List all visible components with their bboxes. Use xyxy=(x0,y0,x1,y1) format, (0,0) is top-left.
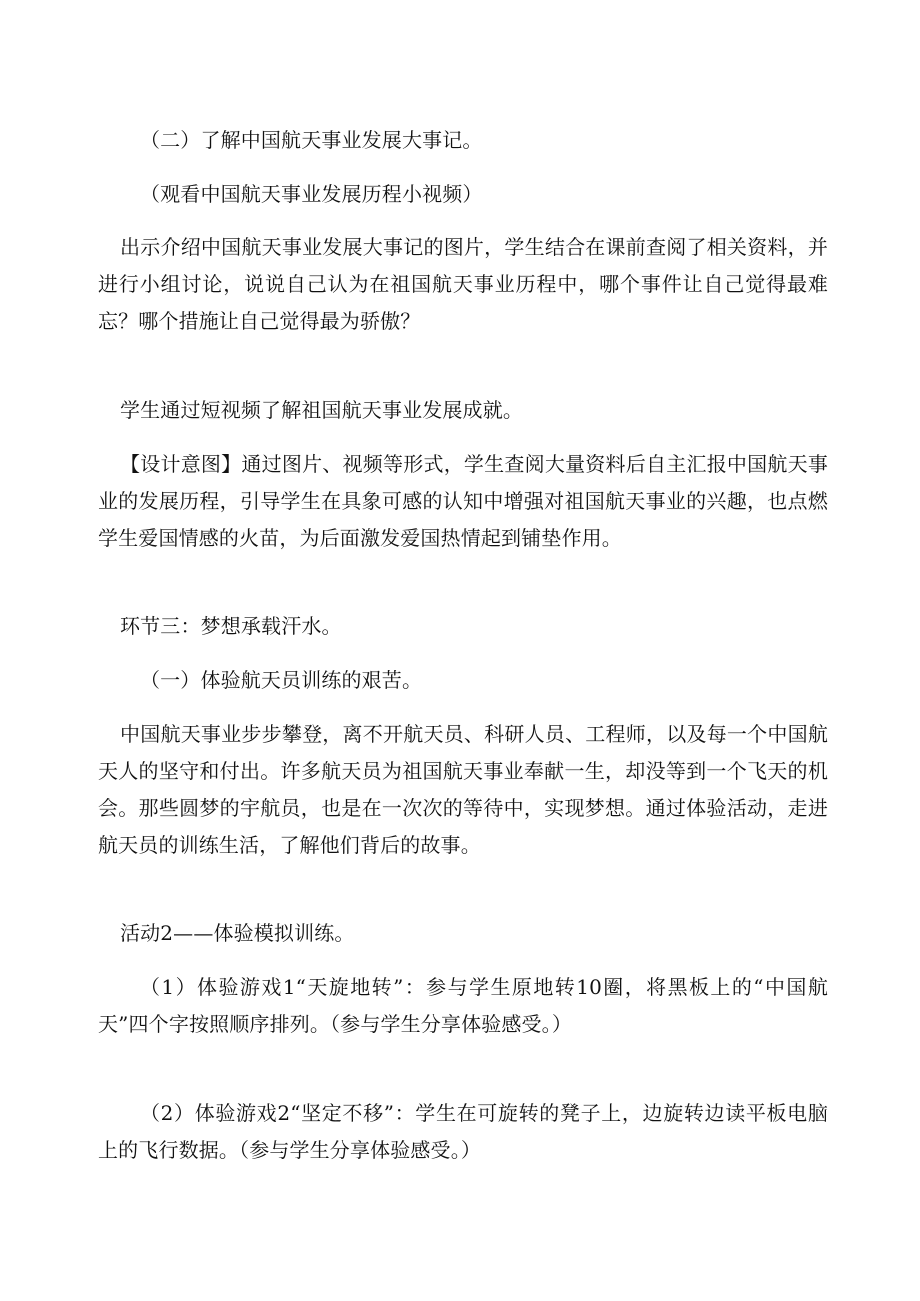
design-intent-paragraph: 【设计意图】通过图片、视频等形式，学生查阅大量资料后自主汇报中国航天事业的发展历程，引导学生在具象可感的认知中增强对祖国航天事业的兴趣，也点燃学生爱国情感的火苗，为后面激发爱国热情起到铺垫作用。 xyxy=(98,452,828,550)
section-heading-2: （二）了解中国航天事业发展大事记。 xyxy=(140,128,483,152)
video-note: （观看中国航天事业发展历程小视频） xyxy=(140,182,483,206)
game-1-paragraph: （1）体验游戏1“天旋地转”：参与学生原地转10圈，将黑板上的“中国航天”四个字按照顺序排列。（参与学生分享体验感受。） xyxy=(98,975,828,1036)
body-paragraph-discussion: 出示介绍中国航天事业发展大事记的图片，学生结合在课前查阅了相关资料，并进行小组讨论，说说自己认为在祖国航天事业历程中，哪个事件让自己觉得最难忘？哪个措施让自己觉得最为骄傲？ xyxy=(98,235,828,333)
body-paragraph-video: 学生通过短视频了解祖国航天事业发展成就。 xyxy=(120,398,523,422)
body-paragraph-astronauts: 中国航天事业步步攀登，离不开航天员、科研人员、工程师，以及每一个中国航天人的坚守和付出。许多航天员为祖国航天事业奉献一生，却没等到一个飞天的机会。那些圆梦的宇航员，也是在一次次的等待中，实现梦想。通过体验活动，走进航天员的训练生活，了解他们背后的故事。 xyxy=(98,722,828,857)
activity-heading: 活动2——体验模拟训练。 xyxy=(120,921,355,945)
game-2-paragraph: （2）体验游戏2“坚定不移”：学生在可旋转的凳子上，边旋转边读平板电脑上的飞行数据。（参与学生分享体验感受。） xyxy=(98,1101,828,1162)
stage-three-heading: 环节三：梦想承载汗水。 xyxy=(120,614,342,638)
subsection-heading-1: （一）体验航天员训练的艰苦。 xyxy=(140,668,423,692)
